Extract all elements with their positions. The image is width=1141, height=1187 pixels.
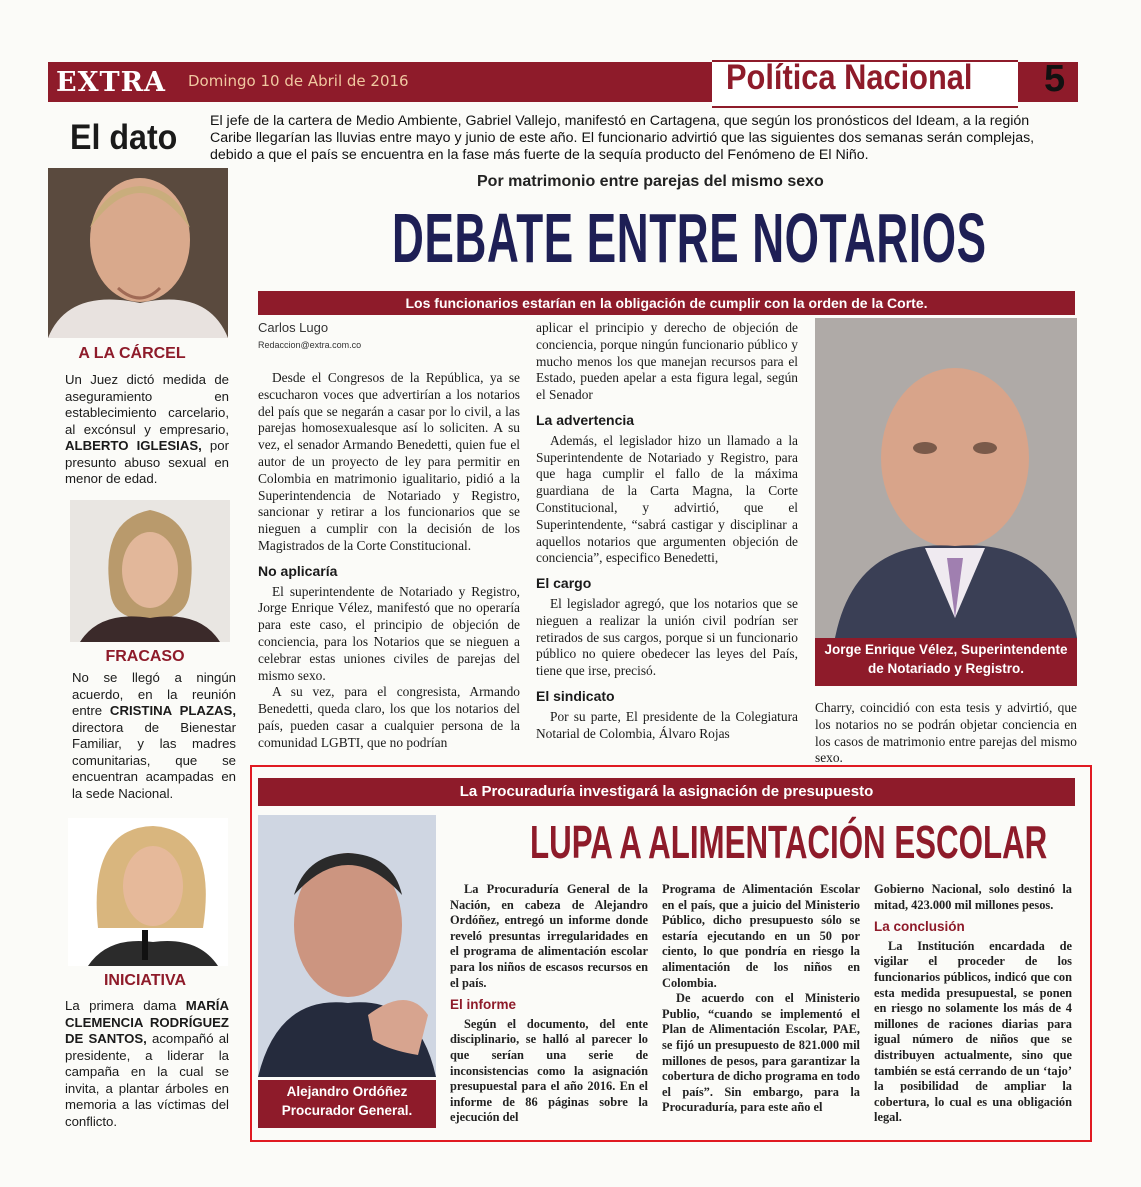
lupa-column-1 [450, 882, 648, 1126]
sidebar-text-carcel: Un Juez dictó medida de aseguramiento en establecimiento carcelario, al excónsul y empresario, ALBERTO IGLESIAS, por presunto abuso sexual en menor de edad. [65, 372, 229, 486]
dato-text: El jefe de la cartera de Medio Ambiente, Gabriel Vallejo, manifestó en Cartagena, que según los pronósticos del Ideam, a la región Caribe llegarían las lluvias entre mayo y junio de este año. El funcionario advirtió que las siguientes dos semanas serán complejas, debido a que el país se encuentra en la fase más fuerte de la sequía producto del Fenómeno de El Niño. [210, 113, 1035, 163]
issue-date: Domingo 10 de Abril de 2016 [188, 72, 409, 90]
article-email: Redaccion@extra.com.co [258, 340, 362, 350]
caption-line: Jorge Enrique Vélez, Superintendente [824, 642, 1068, 657]
paragraph: Charry, coincidió con esta tesis y advirtió, que los notarios no se podrán objetar conciencia en los casos de matrimonio entre parejas del mismo sexo. [815, 700, 1077, 766]
caption-line: Alejandro Ordóñez [286, 1084, 408, 1099]
paragraph: Desde el Congresos de la República, ya se escucharon voces que advertirían a los notarios del país que se negarán a casar por lo civil, a las parejas homosexualesque así lo soliciten. A su vez, el senador Armando Benedetti, quien fue el autor de un proyecto de ley para permitir en Colombia en matrimonio igualitario, pidió a la Superintendencia de Notariado y Registro, sancionar y retirar a los funcionarios que se nieguen a cumplir con la decisión de los Magistrados de la Corte Constitucional. [258, 370, 520, 553]
paragraph: A su vez, para el congresista, Armando Benedetti, queda claro, los que los notarios del país, pueden casar a cualquier persona de la comunidad LGBTI, que no podrían [258, 684, 520, 750]
photo-maria-clemencia [68, 818, 228, 966]
paragraph: aplicar el principio y derecho de objeción de conciencia, porque ningún funcionario público y mucho menos los que manejan recursos para el Estado, pueden apelar a esta figura legal, según el Senador [536, 320, 798, 403]
sidebar-heading-carcel: A LA CÁRCEL [78, 345, 186, 362]
lupa-column-2 [662, 882, 860, 1116]
article-subhead: Los funcionarios estarían en la obligación de cumplir con la orden de la Corte. [405, 295, 928, 311]
lupa-headline: LUPA A ALIMENTACIÓN ESCOLAR [530, 816, 1048, 868]
article-column-1 [258, 370, 520, 752]
subheading: No aplicaría [258, 562, 338, 579]
paragraph: La Procuraduría General de la Nación, en cabeza de Alejandro Ordóñez, entregó un informe donde reveló presuntas irregularidades en el programa de alimentación escolar para los niños de escasos recursos en el país. [450, 882, 648, 990]
sidebar-text-iniciativa: La primera dama MARÍA CLEMENCIA RODRÍGUEZ DE SANTOS, acompañó al presidente, a liderar la campaña en la cual se invita, a plantar árboles en memoria a las víctimas del conflicto. [65, 998, 229, 1129]
subheading: El informe [450, 997, 517, 1013]
lupa-kicker: La Procuraduría investigará la asignación de presupuesto [459, 783, 874, 800]
subheading: El cargo [536, 575, 592, 592]
subheading: El sindicato [536, 687, 615, 704]
article-headline: DEBATE ENTRE NOTARIOS [392, 199, 987, 277]
article-kicker: Por matrimonio entre parejas del mismo sexo [477, 173, 824, 190]
paragraph: El legislador agregó, que los notarios que se nieguen a realizar la unión civil podrían ser retirados de sus cargos, porque si un funcionario público no quiere obedecer las leyes del País, tiene que irse, precisó. [536, 595, 798, 679]
subheading: La conclusión [874, 919, 965, 935]
paragraph: La Institución encardada de vigilar el proceder de los funcionarios públicos, indicó que con esta medida presupuestal, se ponen en riesgo no solamente los más de 4 millones de raciones diarias para igual número de niños que se distribuyen actualmente, sino que también se está cerrando de un ‘tajo’ la posibilidad de ampliar la cobertura, lo cual es una obligación legal. [874, 938, 1072, 1125]
caption-line: de Notariado y Registro. [867, 661, 1025, 676]
photo-alejandro-ordonez [258, 815, 436, 1077]
photo-jorge-enrique-velez [815, 318, 1077, 638]
paragraph: El superintendente de Notariado y Registro, Jorge Enrique Vélez, manifestó que no operaría para este caso, el principio de objeción de conciencia, para los Notarios que se nieguen a celebrar estas uniones civiles de parejas del mismo sexo. [258, 583, 520, 683]
dato-label: El dato [70, 118, 178, 157]
photo-caption-velez [815, 638, 1077, 686]
paragraph: Por su parte, El presidente de la Colegiatura Notarial de Colombia, Álvaro Rojas [536, 708, 798, 741]
photo-cristina-plazas [70, 500, 230, 642]
subheading: La advertencia [536, 411, 635, 428]
article-column-2 [536, 320, 798, 742]
sidebar-text-fracaso: No se llegó a ningún acuerdo, en la reunión entre CRISTINA PLAZAS, directora de Bienestar Familiar, y las madres comunitarias, que se encuentran acampadas en la sede Nacional. [72, 670, 236, 801]
sidebar-heading-iniciativa: INICIATIVA [103, 972, 187, 989]
newspaper-logo: EXTRA [56, 64, 176, 100]
paragraph: Además, el legislador hizo un llamado a la Superintendente de Notariado y Registro, para que haga cumplir el fallo de la máxima guardiana de la Carta Magna, la Corte Constitucional, y advirtió, que el Superintendente, “sabrá castigar y disciplinar a aquellos notarios que argumenten objeción de conciencia”, especifico Benedetti, [536, 432, 798, 566]
page-number: 5 [1044, 58, 1066, 100]
article-byline: Carlos Lugo [258, 320, 329, 335]
paragraph: Programa de Alimentación Escolar en el país, que a juicio del Ministerio Público, dicho presupuesto sólo se estaría ejecutando en un 50 por ciento, lo que pondría en riesgo la alimentación de los niños en Colombia. [662, 882, 860, 990]
photo-alberto-iglesias [48, 168, 228, 338]
photo-caption-ordonez [258, 1080, 436, 1128]
lupa-column-3 [874, 882, 1072, 1126]
section-title: Política Nacional [726, 58, 973, 97]
caption-line: Procurador General. [281, 1103, 413, 1118]
article-column-3 [815, 700, 1077, 767]
paragraph: Según el documento, del ente disciplinario, se halló al parecer lo que serían una serie de inconsistencias como la asignación presupuestal para el año 2016. En el informe de 86 páginas sobre la ejecución del [450, 1016, 648, 1125]
sidebar-heading-fracaso: FRACASO [105, 648, 185, 665]
paragraph: Gobierno Nacional, solo destinó la mitad, 423.000 mil millones pesos. [874, 882, 1072, 912]
paragraph: De acuerdo con el Ministerio Publio, “cuando se implementó el Plan de Alimentación Escolar, PAE, se fijó un presupuesto de 821.000 mil millones de pesos, para garantizar la cobertura de dicho programa en todo el país”. Sin embargo, para la Procuraduría, para este año el [662, 991, 860, 1115]
